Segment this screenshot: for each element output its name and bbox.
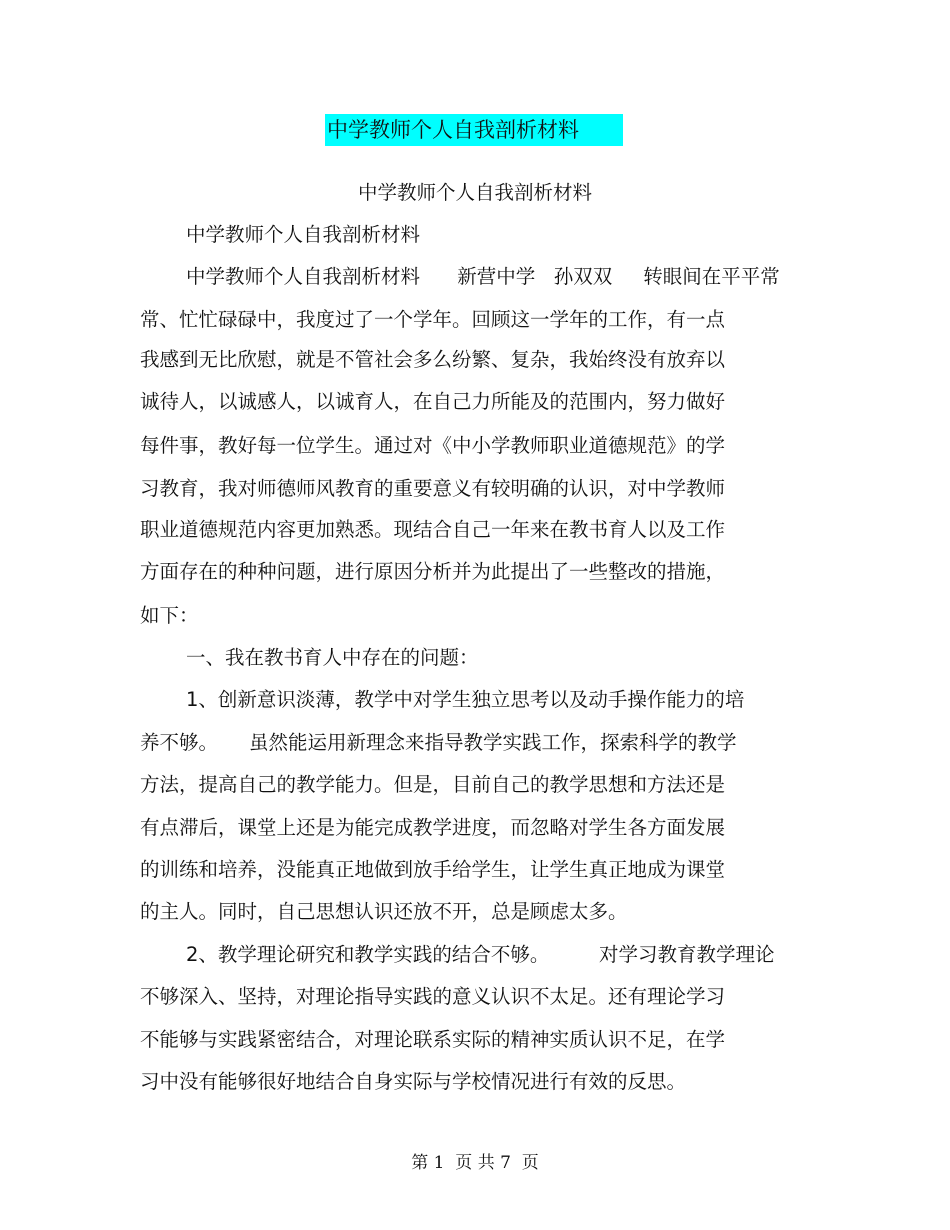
body-line: 每件事，教好每一位学生。通过对《中小学教师职业道德规范》的学 xyxy=(140,434,726,457)
body-line: 不能够与实践紧密结合，对理论联系实际的精神实质认识不足，在学 xyxy=(140,1028,726,1051)
document-subtitle: 中学教师个人自我剖析材料 xyxy=(357,181,592,204)
body-line: 的主人。同时，自己思想认识还放不开，总是顾虑太多。 xyxy=(140,900,628,923)
body-line: 中学教师个人自我剖析材料 xyxy=(186,223,421,246)
body-line: 不够深入、坚持，对理论指导实践的意义认识不太足。还有理论学习 xyxy=(140,985,726,1008)
body-line: 习中没有能够很好地结合自身实际与学校情况进行有效的反思。 xyxy=(140,1070,687,1093)
body-line: 如下： xyxy=(140,604,199,627)
body-line: 方法，提高自己的教学能力。但是，目前自己的教学思想和方法还是 xyxy=(140,773,726,796)
document-title: 中学教师个人自我剖析材料 xyxy=(325,114,623,146)
page-footer: 第 1 页 共 7 页 xyxy=(411,1153,539,1173)
body-line: 有点滞后，课堂上还是为能完成教学进度，而忽略对学生各方面发展 xyxy=(140,816,726,839)
body-line: 1、创新意识淡薄，教学中对学生独立思考以及动手操作能力的培 xyxy=(186,688,745,711)
body-line: 诚待人，以诚感人，以诚育人，在自己力所能及的范围内，努力做好 xyxy=(140,390,726,413)
body-line: 职业道德规范内容更加熟悉。现结合自己一年来在教书育人以及工作 xyxy=(140,518,726,541)
body-line: 的训练和培养，没能真正地做到放手给学生，让学生真正地成为课堂 xyxy=(140,858,726,881)
section-heading: 一、我在教书育人中存在的问题： xyxy=(186,646,479,669)
body-line: 2、教学理论研究和教学实践的结合不够。 对学习教育教学理论 xyxy=(186,943,775,966)
body-line: 我感到无比欣慰，就是不管社会多么纷繁、复杂，我始终没有放弃以 xyxy=(140,348,726,371)
body-line: 养不够。 虽然能运用新理念来指导教学实践工作，探索科学的教学 xyxy=(140,731,737,754)
body-line: 习教育，我对师德师风教育的重要意义有较明确的认识，对中学教师 xyxy=(140,477,726,500)
body-line: 常、忙忙碌碌中，我度过了一个学年。回顾这一学年的工作，有一点 xyxy=(140,308,726,331)
body-line: 中学教师个人自我剖析材料 新营中学 孙双双 转眼间在平平常 xyxy=(186,265,780,288)
body-line: 方面存在的种种问题，进行原因分析并为此提出了一些整改的措施， xyxy=(140,560,726,583)
